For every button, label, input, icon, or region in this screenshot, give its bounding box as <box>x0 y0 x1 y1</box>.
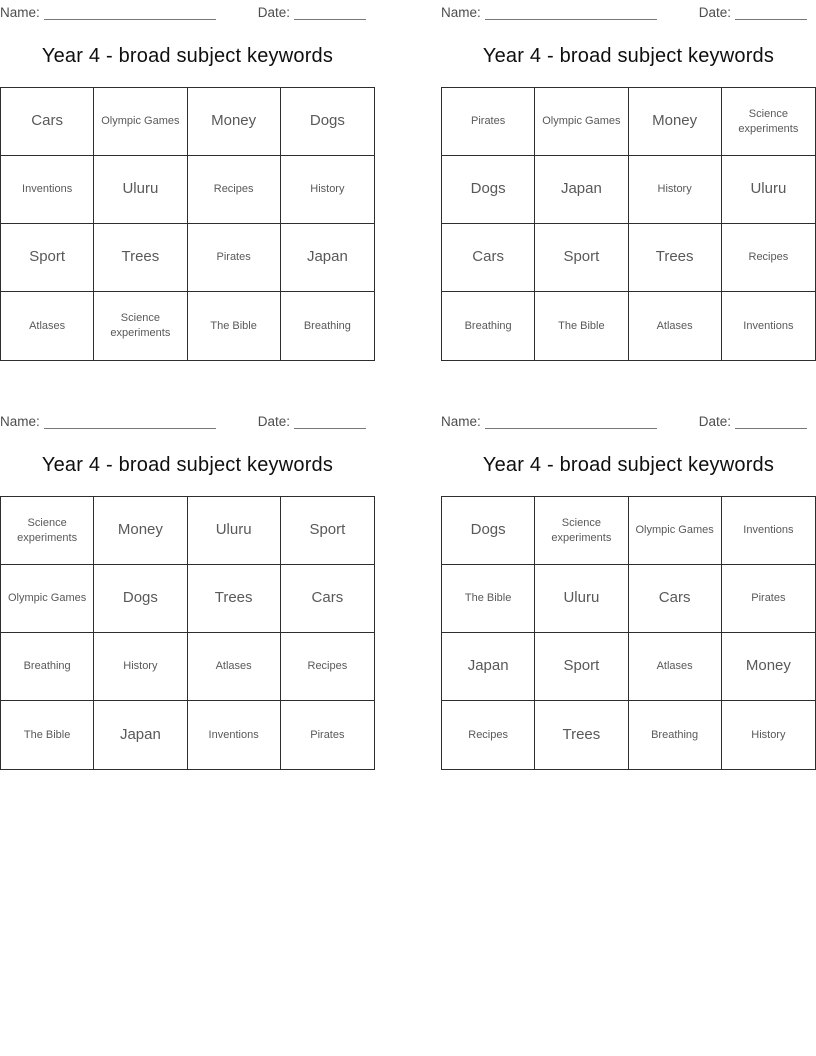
bingo-card <box>441 409 816 770</box>
bingo-cell: Trees <box>94 224 187 292</box>
bingo-cell: Cars <box>281 565 374 633</box>
bingo-cell: Uluru <box>188 497 281 565</box>
bingo-cell: Olympic Games <box>629 497 722 565</box>
bingo-cell: Recipes <box>281 633 374 701</box>
bingo-cell: Japan <box>442 633 535 701</box>
name-date-row <box>0 409 375 429</box>
bingo-cell: Pirates <box>722 565 815 633</box>
bingo-cell: Science experiments <box>94 292 187 360</box>
bingo-cell: Inventions <box>722 497 815 565</box>
name-label: Name: <box>0 5 40 20</box>
bingo-cell: Recipes <box>188 156 281 224</box>
bingo-cell: History <box>629 156 722 224</box>
bingo-cell: Recipes <box>722 224 815 292</box>
bingo-cell: Japan <box>94 701 187 769</box>
bingo-cell: Trees <box>629 224 722 292</box>
bingo-cell: Atlases <box>1 292 94 360</box>
bingo-cell: Money <box>629 88 722 156</box>
bingo-cell: Japan <box>535 156 628 224</box>
bingo-cell: Dogs <box>281 88 374 156</box>
bingo-cell: Dogs <box>442 497 535 565</box>
bingo-grid <box>441 496 816 770</box>
bingo-card <box>0 409 375 770</box>
bingo-grid <box>441 87 816 361</box>
bingo-cell: Inventions <box>188 701 281 769</box>
date-label: Date: <box>698 414 732 429</box>
date-blank-line[interactable] <box>735 415 807 429</box>
card-title: Year 4 - broad subject keywords <box>41 45 334 67</box>
date-label: Date: <box>698 5 732 20</box>
bingo-cell: Olympic Games <box>94 88 187 156</box>
bingo-cell: Science experiments <box>1 497 94 565</box>
bingo-cell: Uluru <box>722 156 815 224</box>
bingo-cell: Pirates <box>442 88 535 156</box>
bingo-cell: Pirates <box>188 224 281 292</box>
name-blank-line[interactable] <box>485 6 657 20</box>
date-blank-line[interactable] <box>294 415 366 429</box>
bingo-card <box>441 0 816 361</box>
date-label: Date: <box>257 414 291 429</box>
bingo-cell: The Bible <box>442 565 535 633</box>
bingo-cell: Money <box>188 88 281 156</box>
bingo-cell: Cars <box>1 88 94 156</box>
bingo-cell: Dogs <box>94 565 187 633</box>
bingo-cell: Atlases <box>629 633 722 701</box>
bingo-grid <box>0 87 375 361</box>
date-blank-line[interactable] <box>294 6 366 20</box>
bingo-cell: History <box>751 728 786 741</box>
name-label: Name: <box>441 414 481 429</box>
bingo-cell: Money <box>94 497 187 565</box>
bingo-cell: Recipes <box>442 701 535 769</box>
bingo-cell: The Bible <box>188 292 281 360</box>
bingo-cell: Trees <box>535 701 628 769</box>
bingo-cell: Breathing <box>629 701 722 769</box>
bingo-cell: Science experiments <box>535 497 628 565</box>
date-label: Date: <box>257 5 291 20</box>
bingo-cell: Sport <box>535 633 628 701</box>
bingo-cell: Money <box>722 633 815 701</box>
bingo-cell: History <box>94 633 187 701</box>
bingo-cell: Olympic Games <box>535 88 628 156</box>
bingo-cell: History <box>281 156 374 224</box>
name-label: Name: <box>0 414 40 429</box>
bingo-cell: The Bible <box>1 701 94 769</box>
card-title: Year 4 - broad subject keywords <box>482 45 775 67</box>
name-label: Name: <box>441 5 481 20</box>
bingo-cell: Breathing <box>1 633 94 701</box>
bingo-cell: Olympic Games <box>1 565 94 633</box>
bingo-cell: Sport <box>535 224 628 292</box>
bingo-cell: Inventions <box>1 156 94 224</box>
bingo-cell: Sport <box>1 224 94 292</box>
bingo-cell: Uluru <box>94 156 187 224</box>
name-date-row <box>0 0 375 20</box>
bingo-cell: Sport <box>281 497 374 565</box>
bingo-cell: Science experiments <box>722 88 815 156</box>
bingo-card <box>0 0 375 361</box>
bingo-cell: Inventions <box>743 319 794 332</box>
name-date-row <box>441 0 816 20</box>
bingo-cell: Atlases <box>188 633 281 701</box>
bingo-cell: Uluru <box>535 565 628 633</box>
card-title: Year 4 - broad subject keywords <box>41 454 334 476</box>
bingo-cell: Japan <box>281 224 374 292</box>
bingo-cell: Dogs <box>442 156 535 224</box>
card-title: Year 4 - broad subject keywords <box>482 454 775 476</box>
bingo-cell: Cars <box>629 565 722 633</box>
bingo-cell: Breathing <box>442 292 535 360</box>
bingo-cell: Pirates <box>310 728 345 741</box>
bingo-cell: Breathing <box>303 319 351 332</box>
name-blank-line[interactable] <box>44 415 216 429</box>
date-blank-line[interactable] <box>735 6 807 20</box>
name-date-row <box>441 409 816 429</box>
name-blank-line[interactable] <box>485 415 657 429</box>
bingo-cell: Cars <box>442 224 535 292</box>
bingo-cell: Trees <box>188 565 281 633</box>
bingo-cell: Atlases <box>629 292 722 360</box>
name-blank-line[interactable] <box>44 6 216 20</box>
bingo-cell: The Bible <box>535 292 628 360</box>
bingo-grid <box>0 496 375 770</box>
